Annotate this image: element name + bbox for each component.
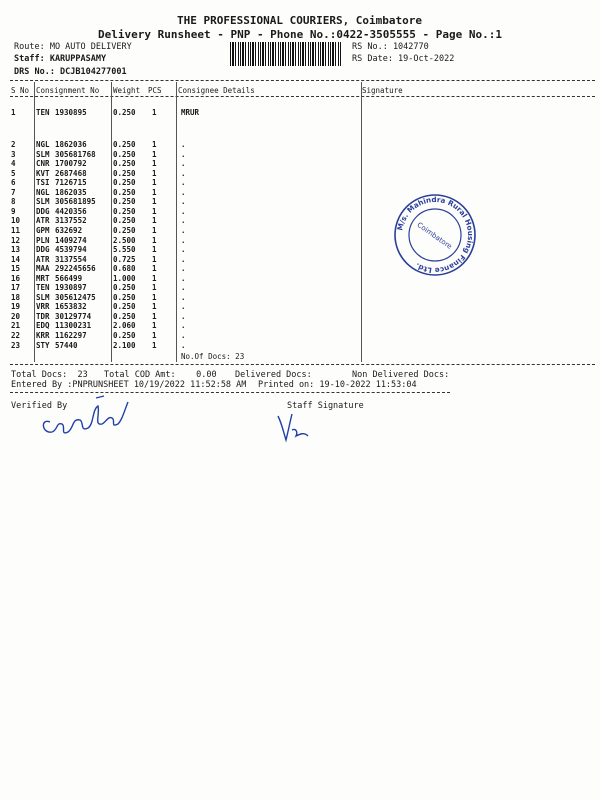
row-weight: 5.550 [113,245,136,255]
non-delivered-docs: Non Delivered Docs: [352,370,450,380]
row-consignee-details: . [181,264,186,274]
staff-label: Staff: KARUPPASAMY [14,54,107,64]
row-sno: 17 [11,283,21,293]
col-header-weight: Weight [113,86,141,95]
row-consignment-number: 1409274 [55,235,87,245]
row-sno: 1 [11,108,16,117]
row-consignee-details: . [181,331,186,340]
row-consignment-prefix: TSI [36,178,50,188]
row-sno: 6 [11,178,16,188]
row-consignment-prefix: ATR [36,254,50,264]
total-docs: Total Docs: 23 [11,370,88,380]
row-consignment-number: 566499 [55,273,83,283]
row-consignee-details: . [181,245,186,255]
row-consignee-details: . [181,187,186,197]
row-consignment-number: 632692 [55,225,83,235]
row-sno: 3 [11,149,16,159]
row-consignment-prefix: TEN [36,108,50,117]
row-consignment-prefix: DDG [36,245,50,255]
row-weight: 2.100 [113,340,136,350]
row-pcs: 1 [152,108,157,117]
row-sno: 8 [11,197,16,207]
row-consignment-number: 2687468 [55,168,87,178]
row-consignment-number: 57440 [55,340,78,350]
row-sno: 4 [11,159,16,169]
row-pcs: 1 [152,292,157,302]
row-pcs: 1 [152,159,157,169]
svg-text:Coimbatore: Coimbatore [415,220,454,251]
route-label: Route: MO AUTO DELIVERY [14,42,132,52]
row-weight: 0.250 [113,331,136,340]
row-sno: 10 [11,216,21,226]
row-pcs: 1 [152,340,157,350]
row-weight: 0.250 [113,292,136,302]
row-weight: 0.250 [113,159,136,169]
col-divider [111,82,112,362]
row-consignee-details: . [181,178,186,188]
row-consignee-details: . [181,159,186,169]
row-consignment-number: 1930897 [55,283,87,293]
row-weight: 0.250 [113,178,136,188]
rs-number: RS No.: 1042770 [352,42,429,52]
row-weight: 0.250 [113,302,136,312]
row-consignment-number: 4539794 [55,245,87,255]
row-consignee-details: . [181,168,186,178]
row-consignee-details: . [181,311,186,321]
row-weight: 0.680 [113,264,136,274]
row-consignment-prefix: STY [36,340,50,350]
row-pcs: 1 [152,225,157,235]
row-consignment-number: 292245656 [55,264,96,274]
row-pcs: 1 [152,283,157,293]
row-consignment-prefix: NGL [36,140,50,149]
row-sno: 9 [11,206,16,216]
col-divider [176,82,177,362]
row-weight: 1.000 [113,273,136,283]
rs-date: RS Date: 19-Oct-2022 [352,54,455,64]
row-pcs: 1 [152,331,157,340]
row-consignee-details: . [181,225,186,235]
row-consignment-number: 1930895 [55,108,87,117]
row-weight: 0.725 [113,254,136,264]
row-sno: 11 [11,225,21,235]
row-consignee-details: . [181,216,186,226]
verified-by-signature [36,392,136,440]
row-consignment-number: 305612475 [55,292,96,302]
col-header-pcs: PCS [148,86,162,95]
row-consignment-prefix: SLM [36,197,50,207]
row-consignment-prefix: PLN [36,235,50,245]
row-sno: 20 [11,311,21,321]
row-pcs: 1 [152,216,157,226]
row-consignment-number: 4420356 [55,206,87,216]
row-consignment-prefix: KVT [36,168,50,178]
row-consignment-prefix: NGL [36,187,50,197]
row-consignment-number: 305681768 [55,149,96,159]
row-sno: 23 [11,340,21,350]
table-bottom-rule [10,364,595,365]
row-consignment-number: 1162297 [55,331,87,340]
row-consignment-prefix: TEN [36,283,50,293]
row-weight: 0.250 [113,206,136,216]
row-consignment-prefix: CNR [36,159,50,169]
row-pcs: 1 [152,311,157,321]
row-consignment-prefix: MAA [36,264,50,274]
row-consignment-number: 1700792 [55,159,87,169]
table-header-rule [10,96,595,97]
row-weight: 2.060 [113,321,136,331]
row-sno: 7 [11,187,16,197]
row-consignment-prefix: VRR [36,302,50,312]
row-consignment-prefix: SLM [36,292,50,302]
row-pcs: 1 [152,235,157,245]
row-consignment-number: 30129774 [55,311,92,321]
row-consignment-number: 3137552 [55,216,87,226]
row-consignment-number: 11300231 [55,321,92,331]
col-header-consignee: Consignee Details [178,86,255,95]
no-of-docs: No.Of Docs: 23 [181,352,245,361]
row-consignment-number: 305681895 [55,197,96,207]
row-weight: 0.250 [113,108,136,117]
row-pcs: 1 [152,254,157,264]
row-weight: 0.250 [113,197,136,207]
row-sno: 19 [11,302,21,312]
row-pcs: 1 [152,149,157,159]
runsheet-subtitle: Delivery Runsheet - PNP - Phone No.:0422-3505555 - Page No.:1 [98,28,502,41]
row-pcs: 1 [152,178,157,188]
row-pcs: 1 [152,187,157,197]
row-consignee-details: . [181,149,186,159]
row-consignee-details: . [181,140,186,149]
row-sno: 12 [11,235,21,245]
row-weight: 0.250 [113,216,136,226]
row-pcs: 1 [152,302,157,312]
row-sno: 16 [11,273,21,283]
row-weight: 2.500 [113,235,136,245]
row-consignee-details: . [181,321,186,331]
row-weight: 0.250 [113,149,136,159]
row-consignee-details: . [181,235,186,245]
entered-by: Entered By :PNPRUNSHEET 10/19/2022 11:52:58 AM [11,380,247,390]
staff-signature [274,410,314,444]
row-consignment-number: 3137554 [55,254,87,264]
total-cod-amount: Total COD Amt: 0.00 [104,370,217,380]
row-sno: 14 [11,254,21,264]
row-consignment-prefix: KRR [36,331,50,340]
printed-on: Printed on: 19-10-2022 11:53:04 [258,380,417,390]
row-consignee-details: . [181,197,186,207]
row-consignee-details: . [181,340,186,350]
row-pcs: 1 [152,273,157,283]
row-weight: 0.250 [113,140,136,149]
row-consignee-details: MRUR [181,108,200,117]
row-consignee-details: . [181,292,186,302]
row-consignment-prefix: SLM [36,149,50,159]
row-consignment-prefix: MRT [36,273,50,283]
row-consignment-prefix: EDQ [36,321,50,331]
row-consignment-prefix: TDR [36,311,50,321]
row-consignee-details: . [181,273,186,283]
row-sno: 21 [11,321,21,331]
row-consignment-number: 1653832 [55,302,87,312]
row-sno: 22 [11,331,21,340]
row-consignment-prefix: DDG [36,206,50,216]
delivered-docs: Delivered Docs: [235,370,312,380]
barcode-icon [230,42,342,66]
row-weight: 0.250 [113,168,136,178]
drs-number: DRS No.: DCJB104277001 [14,67,127,77]
row-weight: 0.250 [113,187,136,197]
company-seal-stamp [392,192,478,278]
row-pcs: 1 [152,140,157,149]
row-pcs: 1 [152,321,157,331]
row-consignment-number: 7126715 [55,178,87,188]
company-title: THE PROFESSIONAL COURIERS, Coimbatore [177,14,423,27]
row-pcs: 1 [152,264,157,274]
row-consignment-number: 1862036 [55,140,87,149]
row-weight: 0.250 [113,311,136,321]
row-pcs: 1 [152,206,157,216]
row-consignee-details: . [181,283,186,293]
row-sno: 2 [11,140,16,149]
svg-text:M/s. Mahindra Rural Housing Fi: M/s. Mahindra Rural Housing Finance Ltd. [395,194,476,276]
row-consignment-prefix: GPM [36,225,50,235]
row-sno: 5 [11,168,16,178]
row-pcs: 1 [152,245,157,255]
row-consignee-details: . [181,302,186,312]
row-consignment-prefix: ATR [36,216,50,226]
row-pcs: 1 [152,197,157,207]
staff-signature-label: Staff Signature [287,401,364,411]
row-sno: 15 [11,264,21,274]
col-header-sno: S No [11,86,30,95]
row-consignment-number: 1862035 [55,187,87,197]
row-weight: 0.250 [113,283,136,293]
col-header-signature: Signature [362,86,403,95]
row-consignee-details: . [181,254,186,264]
row-sno: 18 [11,292,21,302]
col-header-consignment: Consignment No [36,86,100,95]
row-sno: 13 [11,245,21,255]
row-pcs: 1 [152,168,157,178]
row-weight: 0.250 [113,225,136,235]
verified-by-label: Verified By [11,401,68,411]
row-consignee-details: . [181,206,186,216]
col-divider [361,82,362,362]
col-divider [34,82,35,362]
table-top-rule [10,80,595,81]
